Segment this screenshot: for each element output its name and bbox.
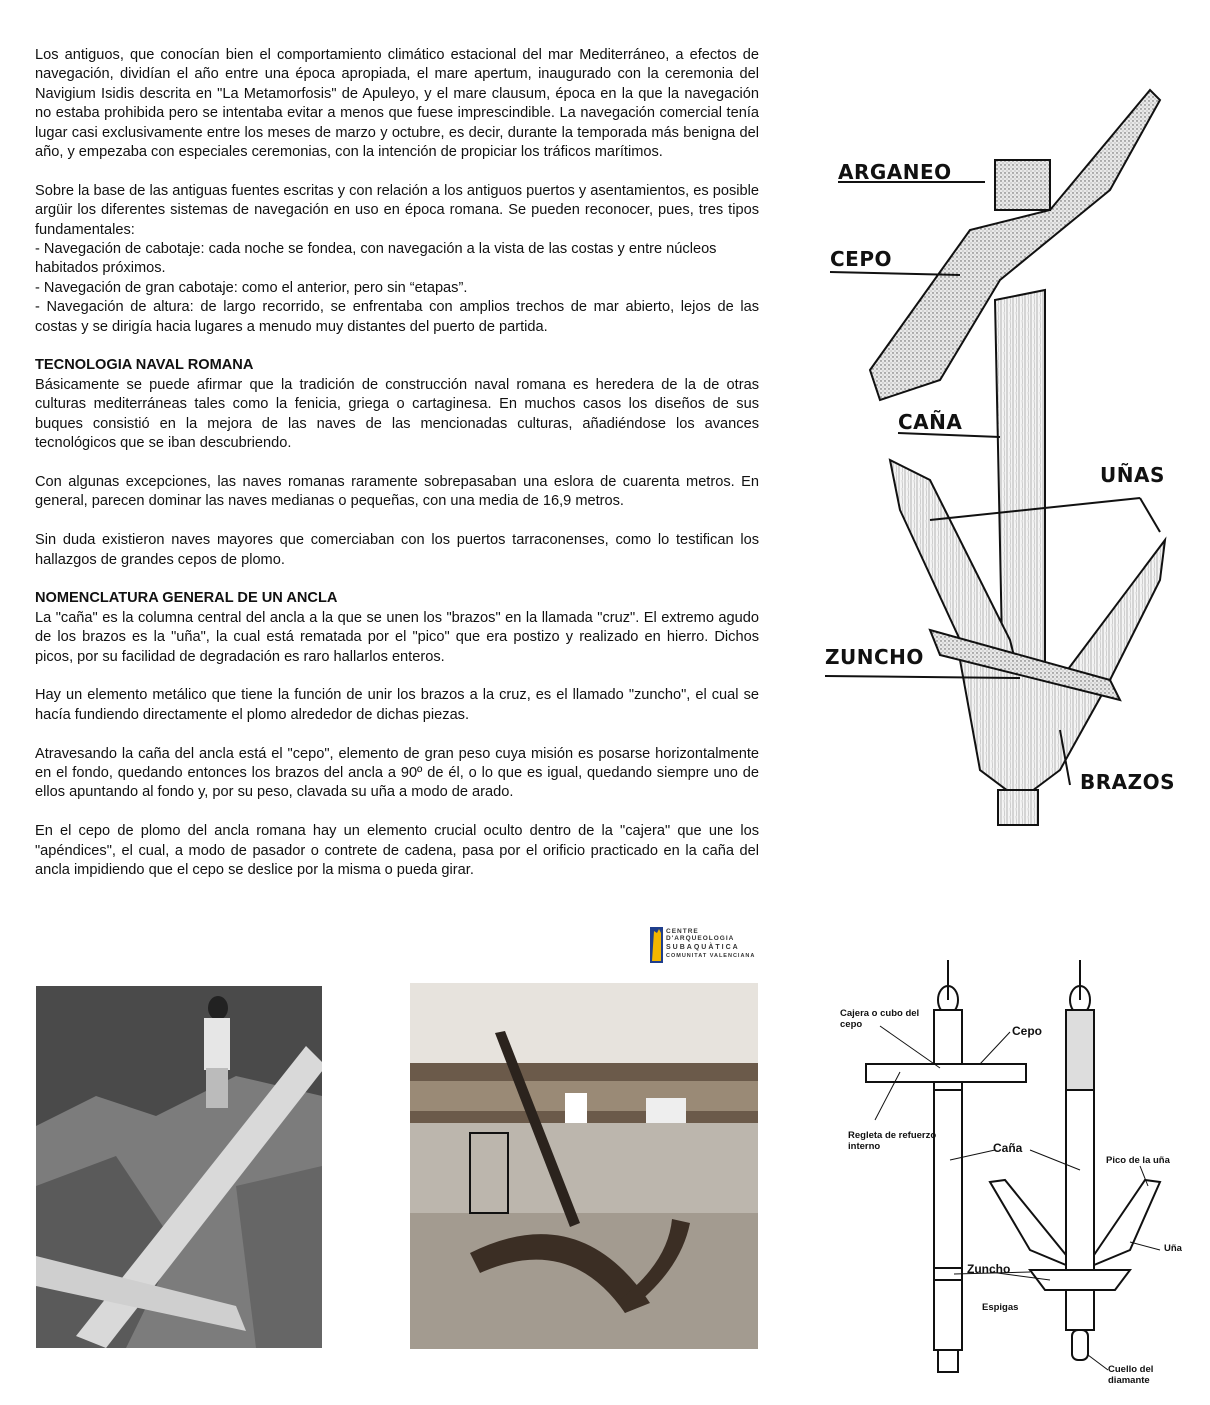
paragraph-naves-mayores: Sin duda existieron naves mayores que comerciaban con los puertos tarraconenses, como lo testifican los hallazgos de grandes cepos de plomo.: [35, 532, 759, 568]
anchor-diagram-top: [820, 80, 1210, 840]
label-unas: UÑAS: [1100, 463, 1165, 487]
anchor-diagram-bottom: [830, 960, 1200, 1400]
logo-line2: SUBAQUÀTICA: [666, 944, 740, 951]
paragraph-eslora: Con algunas excepciones, las naves romanas raramente sobrepasaban una eslora de cuarenta metros. En general, parecen dominar las naves medianas o pequeñas, con una media de 16,9 metros.: [35, 473, 759, 510]
label-cuello: Cuello del diamante: [1108, 1364, 1154, 1386]
anchor-drawing-icon: [820, 80, 1210, 840]
paragraph-cana: La "caña" es la columna central del ancla a la que se unen los "brazos" en la llamada "cruz". El extremo agudo de los brazos es la "uña", la cual está rematada por el "pico" que era postizo y realizado en hierro. Dichos picos, por su facilidad de degradación es raro hallarlos enteros.: [35, 609, 759, 665]
label-cepo: CEPO: [830, 247, 892, 271]
paragraph-navigation: Sobre la base de las antiguas fuentes escritas y con relación a los antiguos puertos y asentamientos, es posible argüir los diferentes sistemas de navegación en uso en época romana. Se pueden reconocer, pues, tres tipos fundamentales:: [35, 182, 759, 238]
photo-excavation: [36, 986, 322, 1348]
label-zuncho-small: Zuncho: [967, 1262, 1011, 1276]
label-arganeo: ARGANEO: [838, 160, 952, 184]
navigation-list-item: - Navegación de altura: de largo recorrido, se enfrentaba con amplios trechos de mar abierto, lejos de las costas y se dirigía hacia lugares a menudo muy distantes del puerto de partida.: [35, 299, 759, 335]
label-regleta: Regleta de refuerzo interno: [848, 1130, 937, 1152]
excavation-photo-icon: [36, 986, 322, 1348]
heading-nomenclatura: NOMENCLATURA GENERAL DE UN ANCLA: [35, 590, 338, 607]
navigation-list-item: - Navegación de gran cabotaje: como el anterior, pero sin “etapas”.: [35, 279, 468, 296]
label-pico: Pico de la uña: [1106, 1155, 1170, 1166]
navigation-section: [35, 182, 759, 337]
paragraph-cajera: En el cepo de plomo del ancla romana hay un elemento crucial oculto dentro de la "cajera" que une los "apéndices", el cual, a modo de pasador o contrete de cadena, pasa por el orificio practicado en la caña del ancla impidiendo que el cepo se deslice por la misma o pueda girar.: [35, 823, 759, 878]
heading-tecnologia: TECNOLOGIA NAVAL ROMANA: [35, 357, 254, 374]
logo-line1: CENTRE D'ARQUEOLOGIA: [666, 928, 735, 942]
label-zuncho: ZUNCHO: [825, 645, 924, 669]
paragraph-zuncho: Hay un elemento metálico que tiene la función de unir los brazos a la cruz, es el llamado "zuncho", el cual se hacía fundiendo directamente el plomo alrededor de dichas piezas.: [35, 687, 759, 723]
paragraph-intro: Los antiguos, que conocían bien el comportamiento climático estacional del mar Mediterráneo, a efectos de navegación, dividían el año entre una época apropiada, el mare apertum, inaugurado con la ceremonia del Navigium Isidis descrita en "La Metamorfosis" de Apuleyo, y el mare clausum, época en la que la navegación no estaba prohibida pero se intentaba evitar a menos que fuese imprescindible. La navegación comercial tenía lugar casi exclusivamente entre los meses de marzo y octubre, es decir, durante la temporada más benigna del año, y empezaba con especiales ceremonias, con la intención de propiciar los tráficos marítimos.: [35, 47, 759, 161]
museum-photo-icon: [410, 983, 758, 1349]
article-text: [35, 46, 759, 900]
label-espigas: Espigas: [982, 1302, 1019, 1313]
photo-museum-anchor: [410, 983, 758, 1349]
label-cajera: Cajera o cubo del cepo: [840, 1008, 920, 1030]
label-cepo-small: Cepo: [1012, 1024, 1042, 1038]
label-cana: CAÑA: [898, 410, 963, 434]
label-brazos: BRAZOS: [1080, 770, 1176, 794]
logo-line3: COMUNITAT VALENCIANA: [666, 953, 756, 959]
paragraph-cepo: Atravesando la caña del ancla está el "cepo", elemento de gran peso cuya misión es posarse horizontalmente en el fondo, quedando entonces los brazos del ancla a 90º de él, o lo que es igual, quedando siempre uno de ellos apuntando al fondo y, por su peso, clavada su uña a modo de arado.: [35, 745, 759, 801]
logo-mark-icon: [650, 925, 664, 965]
paragraph-tradicion: Básicamente se puede afirmar que la tradición de construcción naval romana es heredera de la de otras culturas mediterráneas tales como la fenicia, griega o cartaginesa. En muchos casos los diseños de sus buques consistió en la mejora de las naves de las mencionadas culturas, añadiéndose los avances tecnológicos que se iban descubriendo.: [35, 376, 759, 452]
label-una: Uña: [1164, 1243, 1182, 1254]
logo: [650, 925, 760, 965]
label-cana-small: Caña: [993, 1141, 1023, 1155]
navigation-list-item: - Navegación de cabotaje: cada noche se fondea, con navegación a la vista de las costas y entre núcleos habitados próximos.: [35, 241, 717, 277]
